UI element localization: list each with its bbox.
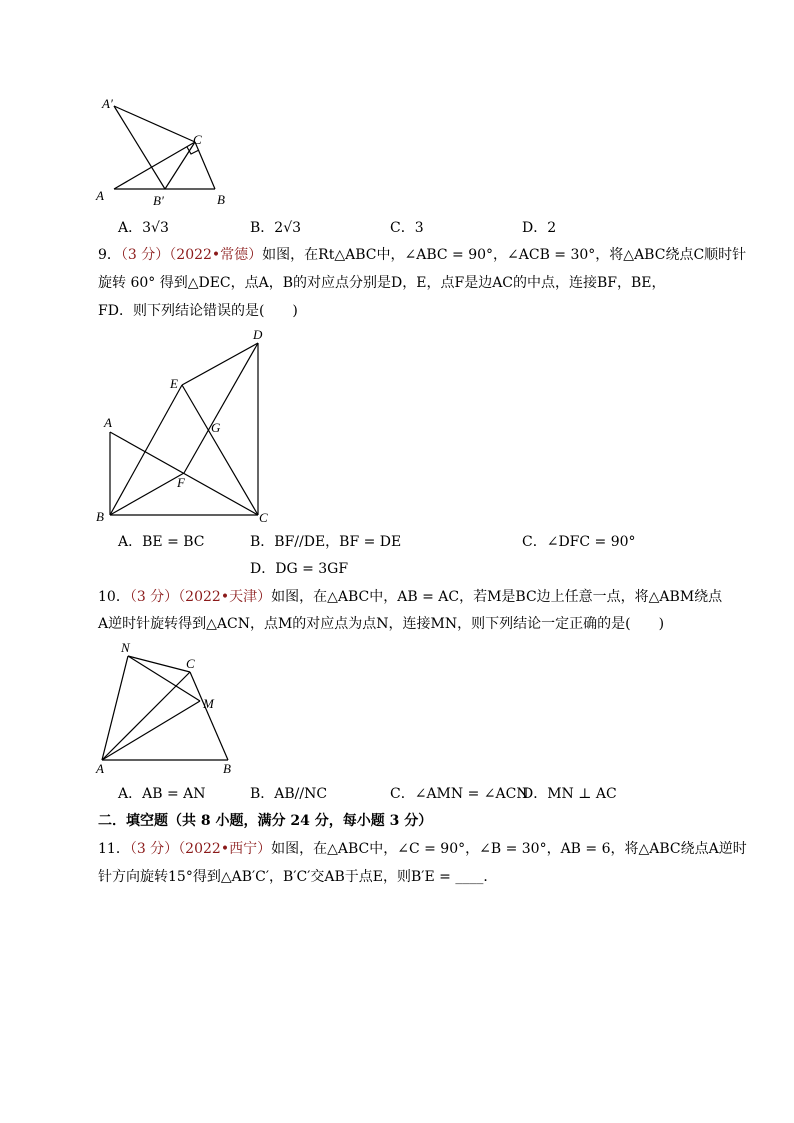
- q10-label-n: N: [121, 640, 130, 655]
- q9-figure: [90, 325, 280, 530]
- q10-label-m: M: [203, 696, 214, 711]
- q10-label-c: C: [186, 656, 195, 671]
- q9-option-d: D．DG = 3GF: [250, 561, 349, 577]
- q9-source: （2022•常德）: [169, 247, 263, 263]
- q10-stem-line2: A逆时针旋转得到△ACN，点M的对应点为点N，连接MN，则下列结论一定正确的是( ): [98, 616, 665, 632]
- q10-option-b: B．AB//NC: [250, 786, 328, 802]
- q9-stem-line2: 旋转 60° 得到△DEC，点A，B的对应点分别是D，E，点F是边AC的中点，连接BF，BE，: [98, 275, 666, 291]
- q10-option-a: A．AB = AN: [118, 786, 206, 802]
- q9-label-g: G: [211, 420, 221, 435]
- q9-option-c: C．∠DFC = 90°: [522, 534, 636, 550]
- q11-line1: [98, 838, 747, 858]
- q8-option-a: A．3√3: [118, 220, 169, 236]
- q10-figure: [90, 638, 250, 778]
- q9-stem-line1: 如图，在Rt△ABC中，∠ABC = 90°，∠ACB = 30°，将△ABC绕点C顺时针: [262, 247, 747, 263]
- q10-option-d: D．MN ⊥ AC: [522, 786, 617, 802]
- q11-stem-line1: 如图，在△ABC中，∠C = 90°，∠B = 30°，AB = 6，将△ABC绕点A逆时: [271, 841, 747, 857]
- q8-label-a-prime: A′: [102, 96, 113, 111]
- q9-score: （3 分）: [120, 247, 170, 263]
- q9-label-f: F: [177, 475, 185, 490]
- q8-label-b: B: [217, 192, 225, 207]
- q9-stem-line3: FD．则下列结论错误的是( ): [98, 303, 298, 319]
- q9-label-d: D: [253, 327, 263, 342]
- q11-score: （3 分）: [129, 841, 179, 857]
- q11-source: （2022•西宁）: [178, 841, 272, 857]
- q8-option-b: B．2√3: [250, 220, 302, 236]
- q10-line1: [98, 586, 722, 606]
- q9-label-e: E: [170, 376, 178, 391]
- q10-score: （3 分）: [129, 589, 179, 605]
- q9-label-a: A: [104, 415, 112, 430]
- q10-label-b: B: [223, 761, 231, 776]
- q10-label-a: A: [96, 761, 104, 776]
- q10-number: 10．: [98, 589, 130, 605]
- q11-stem-line2: 针方向旋转15°得到△AB′C′，B′C′交AB于点E，则B′E = ____．: [98, 869, 498, 885]
- q9-option-b: B．BF//DE，BF = DE: [250, 534, 402, 550]
- q9-option-a: A．BE = BC: [118, 534, 205, 550]
- q8-label-b-prime: B′: [153, 193, 164, 208]
- q11-number: 11．: [98, 841, 130, 857]
- q10-stem-line1: 如图，在△ABC中，AB = AC，若M是BC边上任意一点，将△ABM绕点: [271, 589, 723, 605]
- q9-label-b: B: [96, 509, 104, 524]
- section-title: 二．填空题（共 8 小题，满分 24 分，每小题 3 分）: [98, 813, 433, 829]
- q9-label-c: C: [259, 510, 268, 525]
- q8-label-a: A: [96, 188, 104, 203]
- q9-line1: [98, 244, 746, 264]
- q8-option-c: C．3: [390, 220, 424, 236]
- q8-option-d: D．2: [522, 220, 557, 236]
- q9-number: 9．: [98, 247, 121, 263]
- q10-option-c: C．∠AMN = ∠ACN: [390, 786, 529, 802]
- q8-label-c: C: [193, 132, 202, 147]
- q8-figure: [90, 92, 250, 210]
- q10-source: （2022•天津）: [178, 589, 272, 605]
